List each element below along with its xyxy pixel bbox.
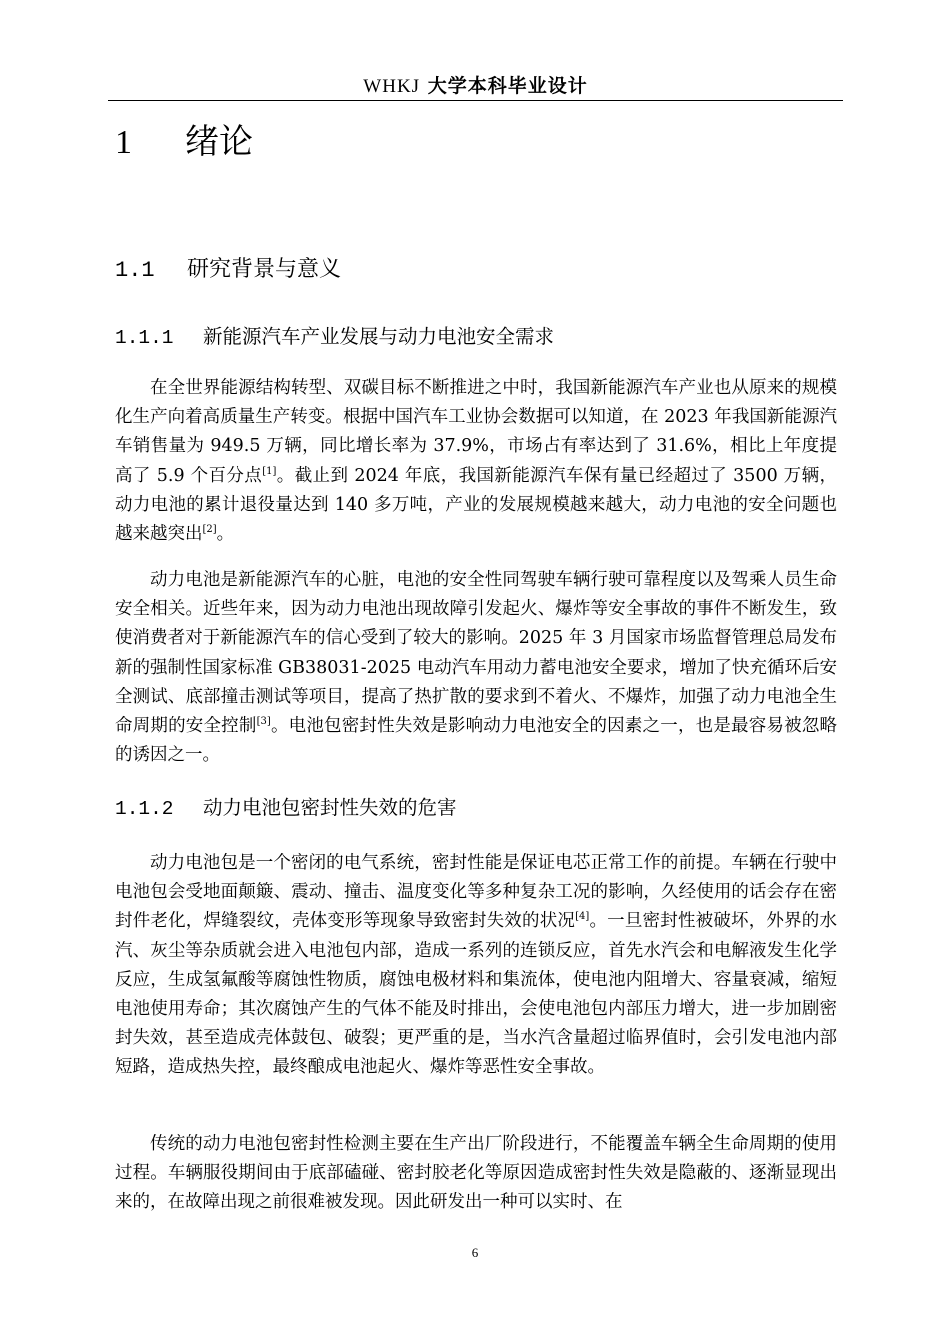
chapter-heading <box>115 122 253 163</box>
paragraph-4 <box>115 1130 837 1218</box>
subsection-title: 动力电池包密封性失效的危害 <box>203 796 457 819</box>
paragraph-text: 动力电池是新能源汽车的心脏，电池的安全性同驾驶车辆行驶可靠程度以及驾乘人员生命安全相关。近些年来，因为动力电池出现故障引发起火、爆炸等安全事故的事件不断发生，致使消费者对于新能源汽车的信心受到了较大的影响。2025 年 3 月国家市场监督管理总局发布新的强制性国家标准 GB38031-2025 电动汽车用动力蓄电池安全要求，增加了快充循环后安全测试、底部撞击测试等项目，提高了热扩散的要求到不着火、不爆炸，加强了动力电池全生命周期的安全控制 <box>115 570 837 737</box>
paragraph-2 <box>115 566 837 770</box>
running-header <box>108 74 843 99</box>
citation: [4] <box>575 911 590 923</box>
citation: [3] <box>256 716 271 728</box>
subsection-heading-2 <box>115 795 457 822</box>
chapter-title: 绪论 <box>185 122 253 162</box>
subsection-number: 1.1.1 <box>115 327 174 349</box>
paragraph-3 <box>115 849 837 1083</box>
paragraph-text: 。截止到 2024 年底，我国新能源汽车保有量已经超过了 3500 万辆，动力电池的累计退役量达到 140 多万吨，产业的发展规模越来越大，动力电池的安全问题也越来越突出 <box>115 465 837 545</box>
page-number: 6 <box>471 1245 479 1260</box>
header-brand: WHKJ <box>363 76 421 97</box>
paragraph-text: 动力电池包是一个密闭的电气系统，密封性能是保证电芯正常工作的前提。车辆在行驶中电池包会受地面颠簸、震动、撞击、温度变化等多种复杂工况的影响，久经使用的话会存在密封件老化，焊缝裂纹，壳体变形等现象导致密封失效的状况 <box>115 853 837 932</box>
paragraph-text: 。电池包密封性失效是影响动力电池安全的因素之一，也是最容易被忽略的诱因之一。 <box>115 716 838 766</box>
citation: [2] <box>202 524 217 536</box>
citation: [1] <box>262 465 277 477</box>
paragraph-text: 。一旦密封性被破坏，外界的水汽、灰尘等杂质就会进入电池包内部，造成一系列的连锁反应，首先水汽会和电解液发生化学反应，生成氢氟酸等腐蚀性物质，腐蚀电极材料和集流体，使电池内阻增大、容量衰减，缩短电池使用寿命；其次腐蚀产生的气体不能及时排出，会使电池包内部压力增大，进一步加剧密封失效，甚至造成壳体鼓包、破裂；更严重的是，当水汽含量超过临界值时，会引发电池内部短路，造成热失控，最终酿成电池起火、爆炸等恶性安全事故。 <box>115 911 838 1078</box>
paragraph-1 <box>115 374 837 549</box>
section-title: 研究背景与意义 <box>187 257 342 282</box>
header-title: 大学本科毕业设计 <box>420 75 588 97</box>
subsection-heading-1 <box>115 324 554 351</box>
subsection-title: 新能源汽车产业发展与动力电池安全需求 <box>203 325 555 348</box>
subsection-number: 1.1.2 <box>115 798 174 820</box>
header-rule <box>108 100 843 101</box>
paragraph-text: 传统的动力电池包密封性检测主要在生产出厂阶段进行，不能覆盖车辆全生命周期的使用过程。车辆服役期间由于底部磕碰、密封胶老化等原因造成密封性失效是隐蔽的、逐渐显现出来的，在故障出现之前很难被发现。因此研发出一种可以实时、在 <box>115 1134 837 1213</box>
section-number: 1.1 <box>115 258 155 283</box>
paragraph-text: 在全世界能源结构转型、双碳目标不断推进之中时，我国新能源汽车产业也从原来的规模化生产向着高质量生产转变。根据中国汽车工业协会数据可以知道，在 2023 年我国新能源汽车销售量为 949.5 万辆，同比增长率为 37.9%，市场占有率达到了 31.6%，相比上年度提高了 5.9 个百分点 <box>115 378 837 486</box>
paragraph-text: 。 <box>216 524 235 545</box>
section-heading <box>115 256 341 285</box>
chapter-number: 1 <box>115 124 132 161</box>
